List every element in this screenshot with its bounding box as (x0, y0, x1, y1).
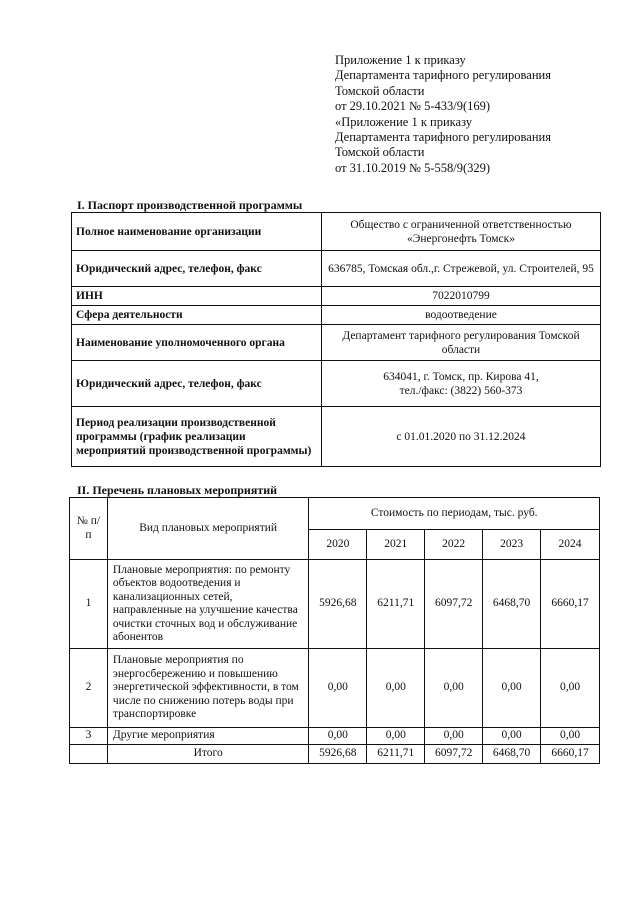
passport-value: водоотведение (322, 306, 601, 325)
cost-value: 6097,72 (425, 560, 483, 649)
cost-value: 6211,71 (367, 560, 425, 649)
total-value: 6211,71 (367, 745, 425, 764)
cost-value: 0,00 (367, 649, 425, 728)
passport-label: Наименование уполномоченного органа (72, 325, 322, 361)
header-line: Томской области (335, 145, 425, 160)
year-header: 2022 (425, 530, 483, 560)
passport-row (72, 361, 601, 407)
plan-header-row (70, 498, 600, 530)
address-line: 634041, г. Томск, пр. Кирова 41, (383, 370, 539, 383)
header-line: от 31.10.2019 № 5-558/9(329) (335, 160, 491, 175)
passport-label: Сфера деятельности (72, 306, 322, 325)
passport-label: ИНН (72, 287, 322, 306)
cost-value: 0,00 (425, 649, 483, 728)
plan-header-name: Вид плановых мероприятий (107, 498, 308, 560)
measure-name: Плановые мероприятия: по ремонту объектов водоотведения и канализационных сетей, направленные на улучшение качества очистки сточных вод и обслуживание абонентов (107, 560, 308, 649)
cost-value: 0,00 (425, 728, 483, 745)
passport-value: Общество с ограниченной ответственностью «Энергонефть Томск» (322, 213, 601, 251)
total-value: 5926,68 (309, 745, 367, 764)
passport-label: Юридический адрес, телефон, факс (72, 361, 322, 407)
table-row (70, 560, 600, 649)
row-number: 3 (70, 728, 108, 745)
plan-section-title: II. Перечень плановых мероприятий (77, 483, 278, 497)
cost-value: 0,00 (309, 649, 367, 728)
passport-value: 636785, Томская обл.,г. Стрежевой, ул. Строителей, 95 (322, 251, 601, 287)
year-header: 2023 (483, 530, 541, 560)
cost-value: 6468,70 (483, 560, 541, 649)
passport-row (72, 213, 601, 251)
passport-value (322, 361, 601, 407)
cost-value: 0,00 (483, 649, 541, 728)
total-value: 6097,72 (425, 745, 483, 764)
passport-table (71, 212, 601, 467)
measure-name: Плановые мероприятия по энергосбережению и повышению энергетической эффективности, в том числе по снижению потерь воды при транспортировке (107, 649, 308, 728)
header-line: Департамента тарифного регулирования (335, 130, 551, 145)
cost-value: 0,00 (541, 649, 600, 728)
passport-value: Департамент тарифного регулирования Томской области (322, 325, 601, 361)
year-header: 2024 (541, 530, 600, 560)
total-row (70, 745, 600, 764)
passport-value: с 01.01.2020 по 31.12.2024 (322, 407, 601, 467)
passport-row (72, 325, 601, 361)
row-number: 1 (70, 560, 108, 649)
passport-value: 7022010799 (322, 287, 601, 306)
header-line: Томской области (335, 83, 425, 98)
table-row (70, 728, 600, 745)
header-line: от 29.10.2021 № 5-433/9(169) (335, 99, 491, 114)
header-line: Департамента тарифного регулирования (335, 68, 551, 83)
row-number: 2 (70, 649, 108, 728)
passport-section-title: I. Паспорт производственной программы (77, 198, 303, 212)
measure-name: Другие мероприятия (107, 728, 308, 745)
passport-row (72, 407, 601, 467)
passport-label: Период реализации производственной программы (график реализации мероприятий производственной программы) (72, 407, 322, 467)
document-header (335, 53, 551, 176)
plan-header-cost: Стоимость по периодам, тыс. руб. (309, 498, 600, 530)
cost-value: 0,00 (541, 728, 600, 745)
total-value: 6468,70 (483, 745, 541, 764)
year-header: 2021 (367, 530, 425, 560)
total-empty-cell (70, 745, 108, 764)
passport-row (72, 251, 601, 287)
phone-fax-line: тел./факс: (3822) 560-373 (399, 384, 523, 397)
total-value: 6660,17 (541, 745, 600, 764)
header-line: Приложение 1 к приказу (335, 53, 466, 67)
total-label: Итого (107, 745, 308, 764)
cost-value: 0,00 (309, 728, 367, 745)
header-line: «Приложение 1 к приказу (335, 114, 473, 129)
cost-value: 5926,68 (309, 560, 367, 649)
plan-header-num: № п/п (70, 498, 108, 560)
year-header: 2020 (309, 530, 367, 560)
passport-label: Юридический адрес, телефон, факс (72, 251, 322, 287)
table-row (70, 649, 600, 728)
plan-table (69, 497, 600, 764)
cost-value: 6660,17 (541, 560, 600, 649)
passport-row (72, 287, 601, 306)
passport-label: Полное наименование организации (72, 213, 322, 251)
cost-value: 0,00 (483, 728, 541, 745)
cost-value: 0,00 (367, 728, 425, 745)
passport-row (72, 306, 601, 325)
